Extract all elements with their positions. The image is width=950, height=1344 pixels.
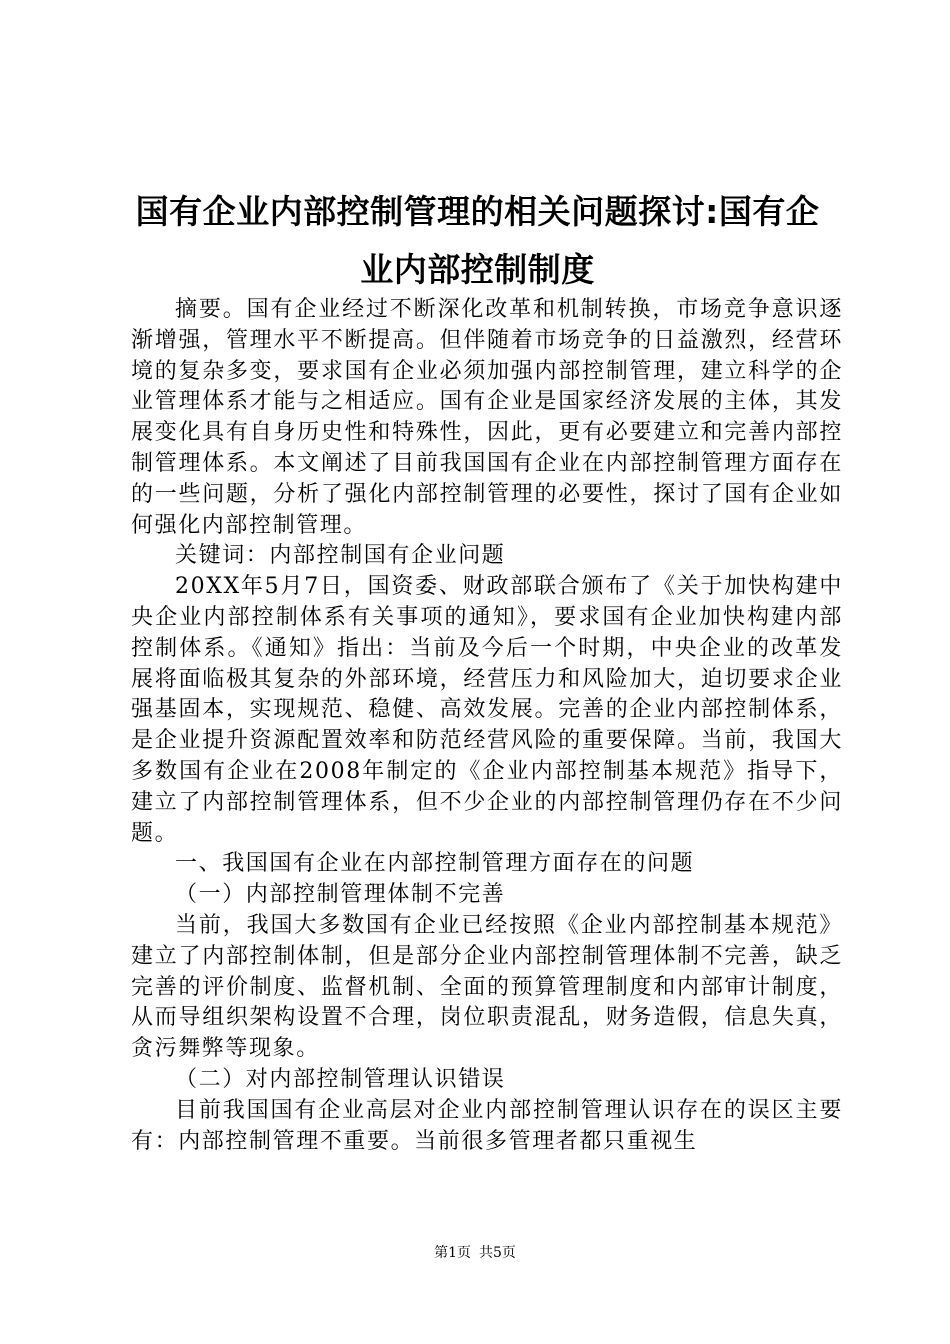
subsection-heading-2: （二）对内部控制管理认识错误 xyxy=(175,1066,506,1092)
document-body xyxy=(131,295,843,1157)
subsection-heading-1: （一）内部控制管理体制不完善 xyxy=(175,882,506,908)
body-paragraph-2: 目前我国国有企业高层对企业内部控制管理认识存在的误区主要有：内部控制管理不重要。当前很多管理者都只重视生 xyxy=(131,1097,843,1154)
page-footer xyxy=(0,1243,950,1263)
section-heading-1: 一、我国国有企业在内部控制管理方面存在的问题 xyxy=(175,851,695,877)
intro-paragraph: 20XX年5月7日，国资委、财政部联合颁布了《关于加快构建中央企业内部控制体系有关事项的通知》，要求国有企业加快构建内部控制体系。《通知》指出：当前及今后一个时期，中央企业的改革发展将面临极其复杂的外部环境，经营压力和风险加大，迫切要求企业强基固本，实现规范、稳健、高效发展。完善的企业内部控制体系，是企业提升资源配置效率和防范经营风险的重要保障。当前，我国大多数国有企业在2008年制定的《企业内部控制基本规范》指导下，建立了内部控制管理体系，但不少企业的内部控制管理仍存在不少问题。 xyxy=(131,574,843,846)
body-paragraph-1: 当前，我国大多数国有企业已经按照《企业内部控制基本规范》建立了内部控制体制，但是部分企业内部控制管理体制不完善，缺乏完善的评价制度、监督机制、全面的预算管理制度和内部审计制度，从而导组织架构设置不合理，岗位职责混乱，财务造假，信息失真，贪污舞弊等现象。 xyxy=(131,912,843,1062)
document-title: 国有企业内部控制管理的相关问题探讨:国有企业内部控制制度 xyxy=(135,192,820,289)
keywords-paragraph: 关键词：内部控制国有企业问题 xyxy=(175,543,506,569)
page-total: 共5页 xyxy=(479,1245,516,1261)
abstract-paragraph: 摘要。国有企业经过不断深化改革和机制转换，市场竞争意识逐渐增强，管理水平不断提高。但伴随着市场竞争的日益激烈，经营环境的复杂多变，要求国有企业必须加强内部控制管理，建立科学的企业管理体系才能与之相适应。国有企业是国家经济发展的主体，其发展变化具有自身历史性和特殊性，因此，更有必要建立和完善内部控制管理体系。本文阐述了目前我国国有企业在内部控制管理方面存在的一些问题，分析了强化内部控制管理的必要性，探讨了国有企业如何强化内部控制管理。 xyxy=(131,297,843,538)
page-number: 第1页 xyxy=(434,1245,471,1261)
